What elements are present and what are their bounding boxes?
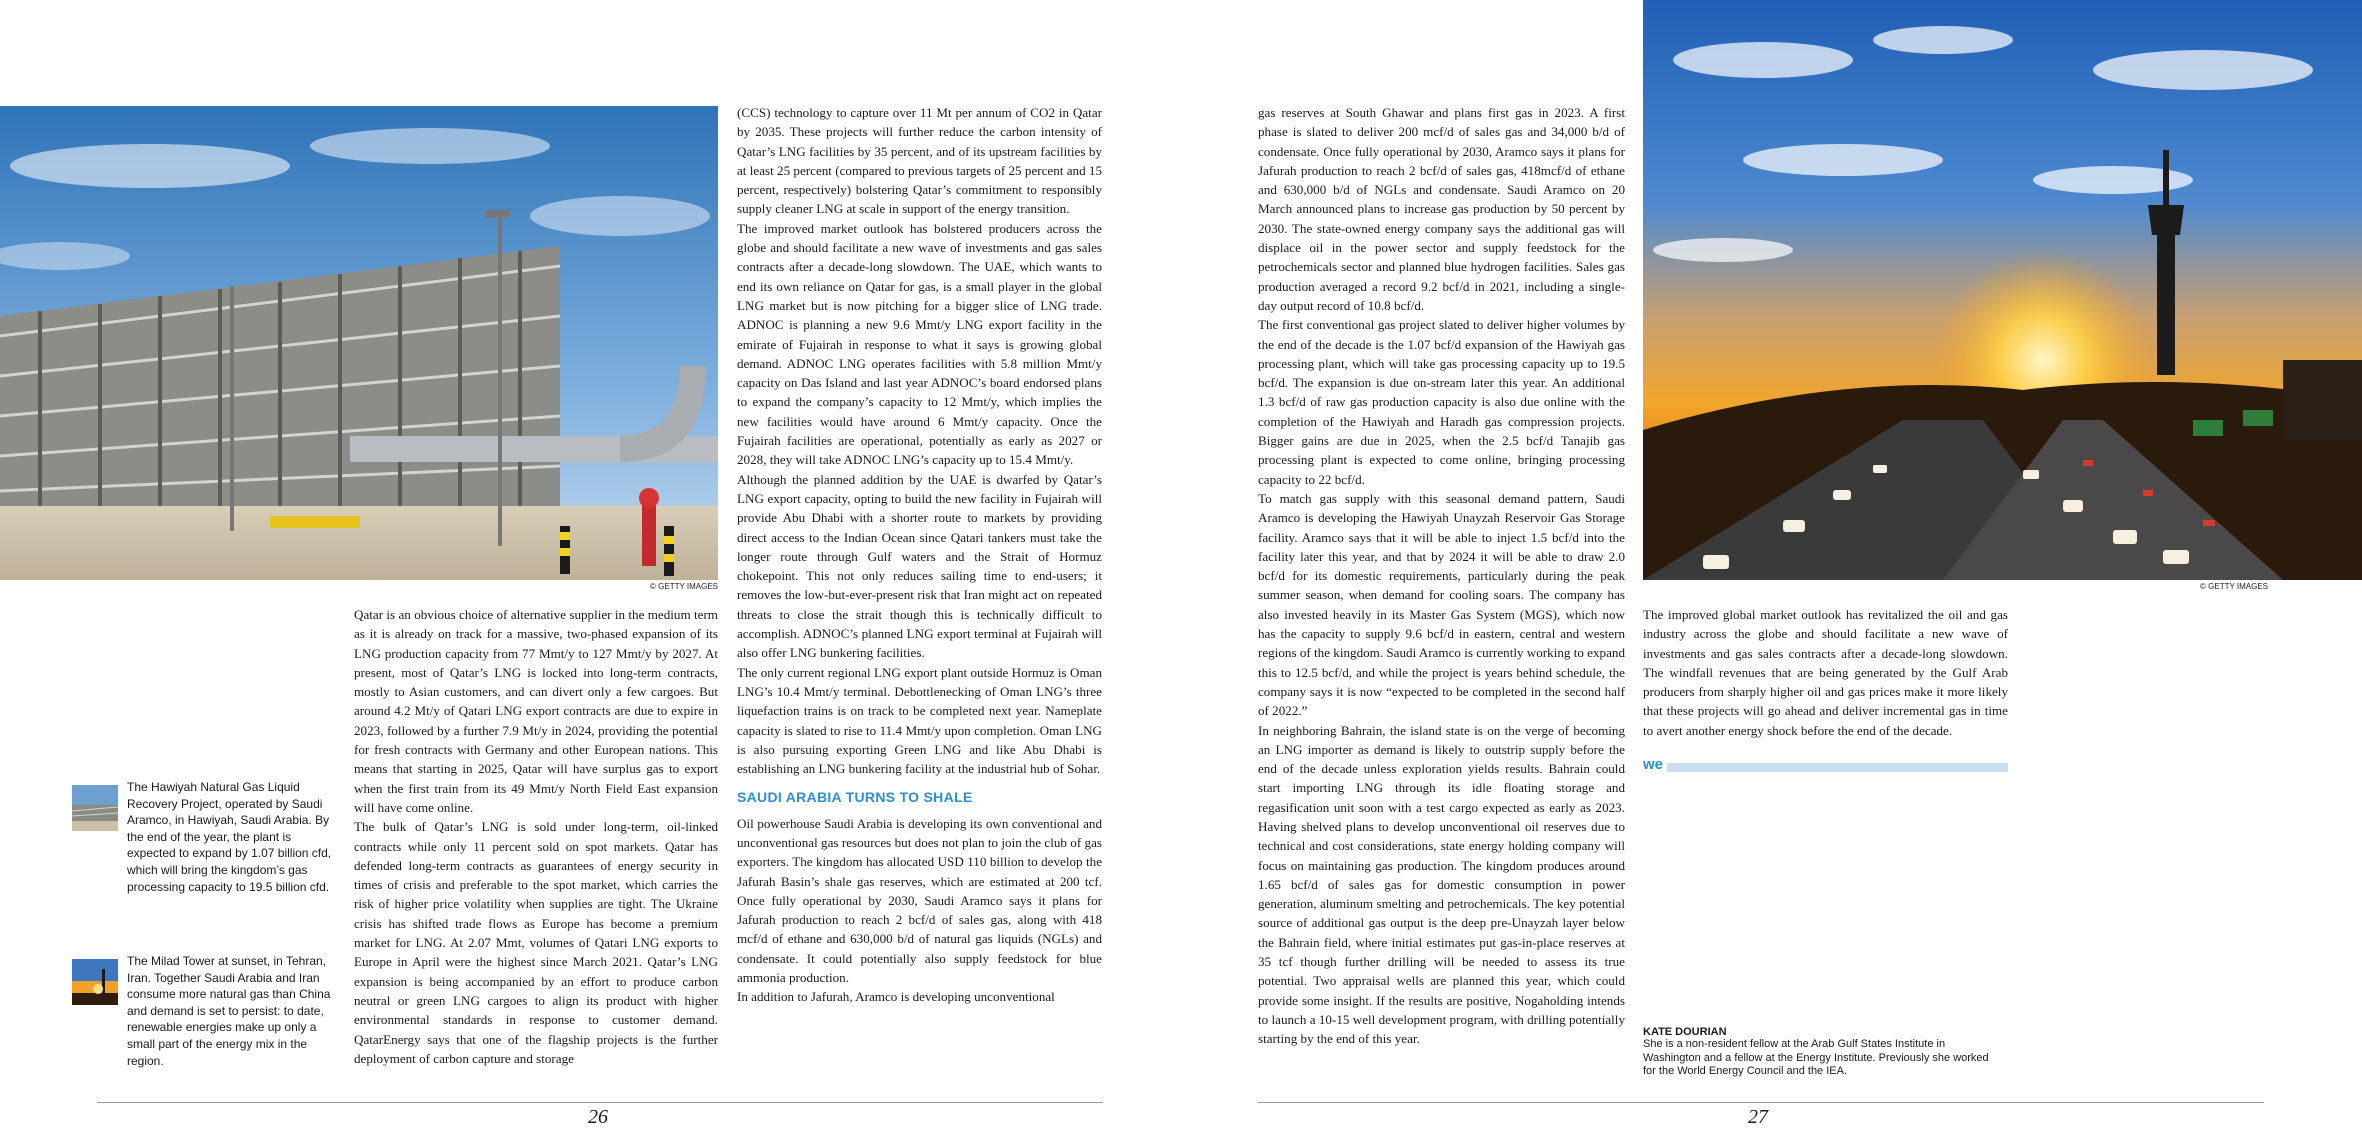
paragraph: Oil powerhouse Saudi Arabia is developing its own conventional and unconventional gas resources but does not plan to join the club of gas exporters. The kingdom has allocated USD 110 billion to develop the Jafurah Basin’s shale gas reserves, which are estimated at 200 tcf. Once fully operational by 2030, Saudi Aramco says it plans for Jafurah production to reach 2 bcf/d of sales gas, along with 418 mcf/d of ethane and 630,000 b/d of natural gas liquids (NGLs) and condensate. It could potentially also supply feedstock for blue ammonia production. [737, 815, 1102, 986]
paragraph: Although the planned addition by the UAE is dwarfed by Qatar’s LNG export capacity, opting to build the new facility in Fujairah will provide Abu Dhabi with a shorter route to markets by providing direct access to the Indian Ocean since Qatari tankers must take the longer route through Gulf waters and the Strait of Hormuz chokepoint. This not only reduces sailing time to end-users; it removes the low-but-ever-present risk that Iran might act on repeated threats to close the strait though this is technically difficult to accomplish. ADNOC’s planned LNG export terminal at Fujairah will also offer LNG bunkering facilities. [737, 471, 1102, 661]
caption-thumbnail-plant [72, 785, 118, 831]
author-bio: She is a non-resident fellow at the Arab Gulf States Institute in Washington and a fellow at the Energy Institute. Previously she worked for the World Energy Council and the IEA. [1643, 1038, 1989, 1077]
paragraph: Qatar is an obvious choice of alternative supplier in the medium term as it is already on track for a massive, two-phased expansion of its LNG production capacity from 77 Mmt/y to 127 Mmt/y by 2027. At present, most of Qatar’s LNG is locked into long-term contracts, mostly to Asian customers, and can divert only a few cargoes. But around 4.2 Mt/y of Qatari LNG export contracts are due to expire in 2023, followed by a further 7.9 Mt/y in 2024, providing the potential for fresh contracts with Germany and other European nations. This means that starting in 2025, Qatar will have surplus gas to export when the first train from its 49 Mmt/y North Field East expansion will have come online. [354, 607, 718, 815]
footer-rule-left [97, 1102, 1103, 1103]
article-column-3 [1258, 103, 1625, 1049]
caption-milad-tower: The Milad Tower at sunset, in Tehran, Iran. Together Saudi Arabia and Iran consume more natural gas than China and demand is set to persist: to date, renewable energies make up only a small part of the energy mix in the region. [127, 954, 331, 1068]
article-column-2 [737, 103, 1102, 1007]
hawiyah-plant-photo [0, 106, 718, 580]
article-column-1 [354, 605, 718, 1068]
page-number-left: 26 [588, 1106, 608, 1128]
paragraph: The improved global market outlook has revitalized the oil and gas industry across the globe and should facilitate a new wave of investments and gas sales contracts after a decade-long slowdown. The windfall revenues that are being generated by the Gulf Arab producers from sharply higher oil and gas prices make it more likely that these projects will go ahead and deliver incremental gas in time to avert another energy shock before the end of the decade. [1643, 607, 2008, 738]
paragraph: The improved market outlook has bolstered producers across the globe and should facilitate a new wave of investments and gas sales contracts after a decade-long slowdown. The UAE, which wants to end its own reliance on Qatar for gas, is a small player in the global LNG market but is now pitching for a bigger slice of LNG trade. ADNOC is planning a new 9.6 Mmt/y LNG export facility in the emirate of Fujairah in response to what it says is growing global demand. ADNOC LNG operates facilities with 5.8 million Mmt/y capacity on Das Island and last year ADNOC’s board endorsed plans to expand the company’s capacity to 12 Mmt/y, which implies the new facilities would have around 6 Mmt/y capacity. Once the Fujairah facilities are operational, potentially as early as 2027 or 2028, they will take ADNOC LNG’s capacity up to 15.4 Mmt/y. [737, 220, 1102, 468]
page-number-right: 27 [1748, 1106, 1768, 1128]
we-logo: we [1643, 757, 1667, 773]
paragraph: The bulk of Qatar’s LNG is sold under long-term, oil-linked contracts while only 11 percent sold on spot markets. Qatar has defended long-term contracts as guarantees of energy security in times of crisis and preferable to the spot market, which carries the risk of higher price volatility when supplies are tight. The Ukraine crisis has shifted trade flows as Europe has become a premium market for LNG. At 2.07 Mmt, volumes of Qatari LNG exports to Europe in April were the highest since March 2021. Qatar’s LNG expansion is being accompanied by an effort to produce carbon neutral or green LNG cargoes to align its product with higher environmental standards in response to customer demand. QatarEnergy says that one of the flagship projects is the further deployment of carbon capture and storage [354, 819, 718, 1066]
we-end-mark [1643, 756, 2008, 773]
left-photo-credit: © GETTY IMAGES [650, 582, 718, 591]
paragraph: (CCS) technology to capture over 11 Mt per annum of CO2 in Qatar by 2035. These projects will further reduce the carbon intensity of Qatar’s LNG facilities by 35 percent, and of its upstream facilities by at least 25 percent (compared to previous targets of 25 percent and 15 percent, respectively) bolstering Qatar’s commitment to responsibly supply cleaner LNG at scale in support of the energy transition. [737, 105, 1102, 217]
right-photo-credit: © GETTY IMAGES [2200, 582, 2268, 591]
paragraph: In neighboring Bahrain, the island state is on the verge of becoming an LNG importer as demand is likely to outstrip supply before the end of the decade unless exploration yields results. Bahrain could start importing LNG through its idle floating storage and regasification unit soon with a test cargo expected as early as 2023. Having shelved plans to develop unconventional oil reserves due to technical and cost considerations, state energy holding company will focus on maintaining gas production. The kingdom produces around 1.65 bcf/d of sales gas for domestic consumption in power generation, aluminum smelting and petrochemicals. The key potential source of additional gas output is the deep pre-Unayzah layer below the Bahrain field, where initial estimates put gas-in-place reserves at 35 tcf though further drilling will be needed to assess its true potential. Two appraisal wells are planned this year, which could provide some insight. If the results are positive, Nogaholding intends to launch a 10-15 well development program, with drilling potentially starting by the end of this year. [1258, 722, 1625, 1047]
paragraph: The only current regional LNG export plant outside Hormuz is Oman LNG’s 10.4 Mmt/y terminal. Debottlenecking of Oman LNG’s three liquefaction trains is on track to be completed next year. Nameplate capacity is slated to rise to 11.4 Mmt/y upon completion. Oman LNG is also pursuing exporting Green LNG and like Abu Dhabi is establishing an LNG bunkering facility at the industrial hub of Sohar. [737, 664, 1102, 777]
paragraph: To match gas supply with this seasonal demand pattern, Saudi Aramco is developing the Hawiyah Unayzah Reservoir Gas Storage facility. Aramco says that it will be able to inject 1.5 bcf/d into the facility later this year, and that by 2024 it will be able to draw 2.0 bcf/d for its domestic requirements, particularly during the peak summer season, when demand for cooling soars. The company has also invested heavily in its Master Gas System (MGS), which now has the capacity to supply 9.6 bcf/d in eastern, central and western regions of the kingdom. Saudi Aramco is currently working to expand this to 12.5 bcf/d, and while the project is years behind schedule, the company says it is now “expected to be completed in the second half of 2022.” [1258, 490, 1625, 719]
paragraph: In addition to Jafurah, Aramco is developing unconventional [737, 989, 1055, 1005]
milad-tower-photo [1643, 0, 2362, 580]
author-box [1643, 1026, 1998, 1079]
paragraph: The first conventional gas project slated to deliver higher volumes by the end of the decade is the 1.07 bcf/d expansion of the Hawiyah gas processing plant, which will take gas processing capacity up to 19.5 bcf/d. The expansion is due on-stream later this year. An additional 1.3 bcf/d of raw gas production capacity is also due online with the completion of the Hawiyah and Haradh gas compression projects. Bigger gains are due in 2025, when the 2.5 bcf/d Tanajib gas processing plant is expected to come online, bringing processing capacity to 22 bcf/d. [1258, 317, 1625, 487]
author-name: KATE DOURIAN [1643, 1026, 1727, 1038]
caption-hawiyah: The Hawiyah Natural Gas Liquid Recovery Project, operated by Saudi Aramco, in Hawiyah, Saudi Arabia. By the end of the year, the plant is expected to expand by 1.07 billion cfd, which will bring the kingdom’s gas processing capacity to 19.5 billion cfd. [127, 780, 332, 894]
section-heading: SAUDI ARABIA TURNS TO SHALE [737, 789, 973, 806]
footer-rule-right [1258, 1102, 2264, 1103]
article-column-4 [1643, 605, 2008, 740]
caption-thumbnail-tower [72, 959, 118, 1005]
paragraph: gas reserves at South Ghawar and plans first gas in 2023. A first phase is slated to deliver 200 mcf/d of sales gas and 34,000 b/d of condensate. Once fully operational by 2030, Aramco says it plans for Jafurah production to reach 2 bcf/d of sales gas, 418mcf/d of ethane and 630,000 b/d of NGLs and condensate. Saudi Aramco on 20 March announced plans to increase gas production by 50 percent by 2030. The state-owned energy company says the additional gas will displace oil in the power sector and supply feedstock for the petrochemicals sector and planned blue hydrogen facilities. Sales gas production averaged a record 9.2 bcf/d in 2021, including a single-day output record of 10.8 bcf/d. [1258, 105, 1625, 313]
